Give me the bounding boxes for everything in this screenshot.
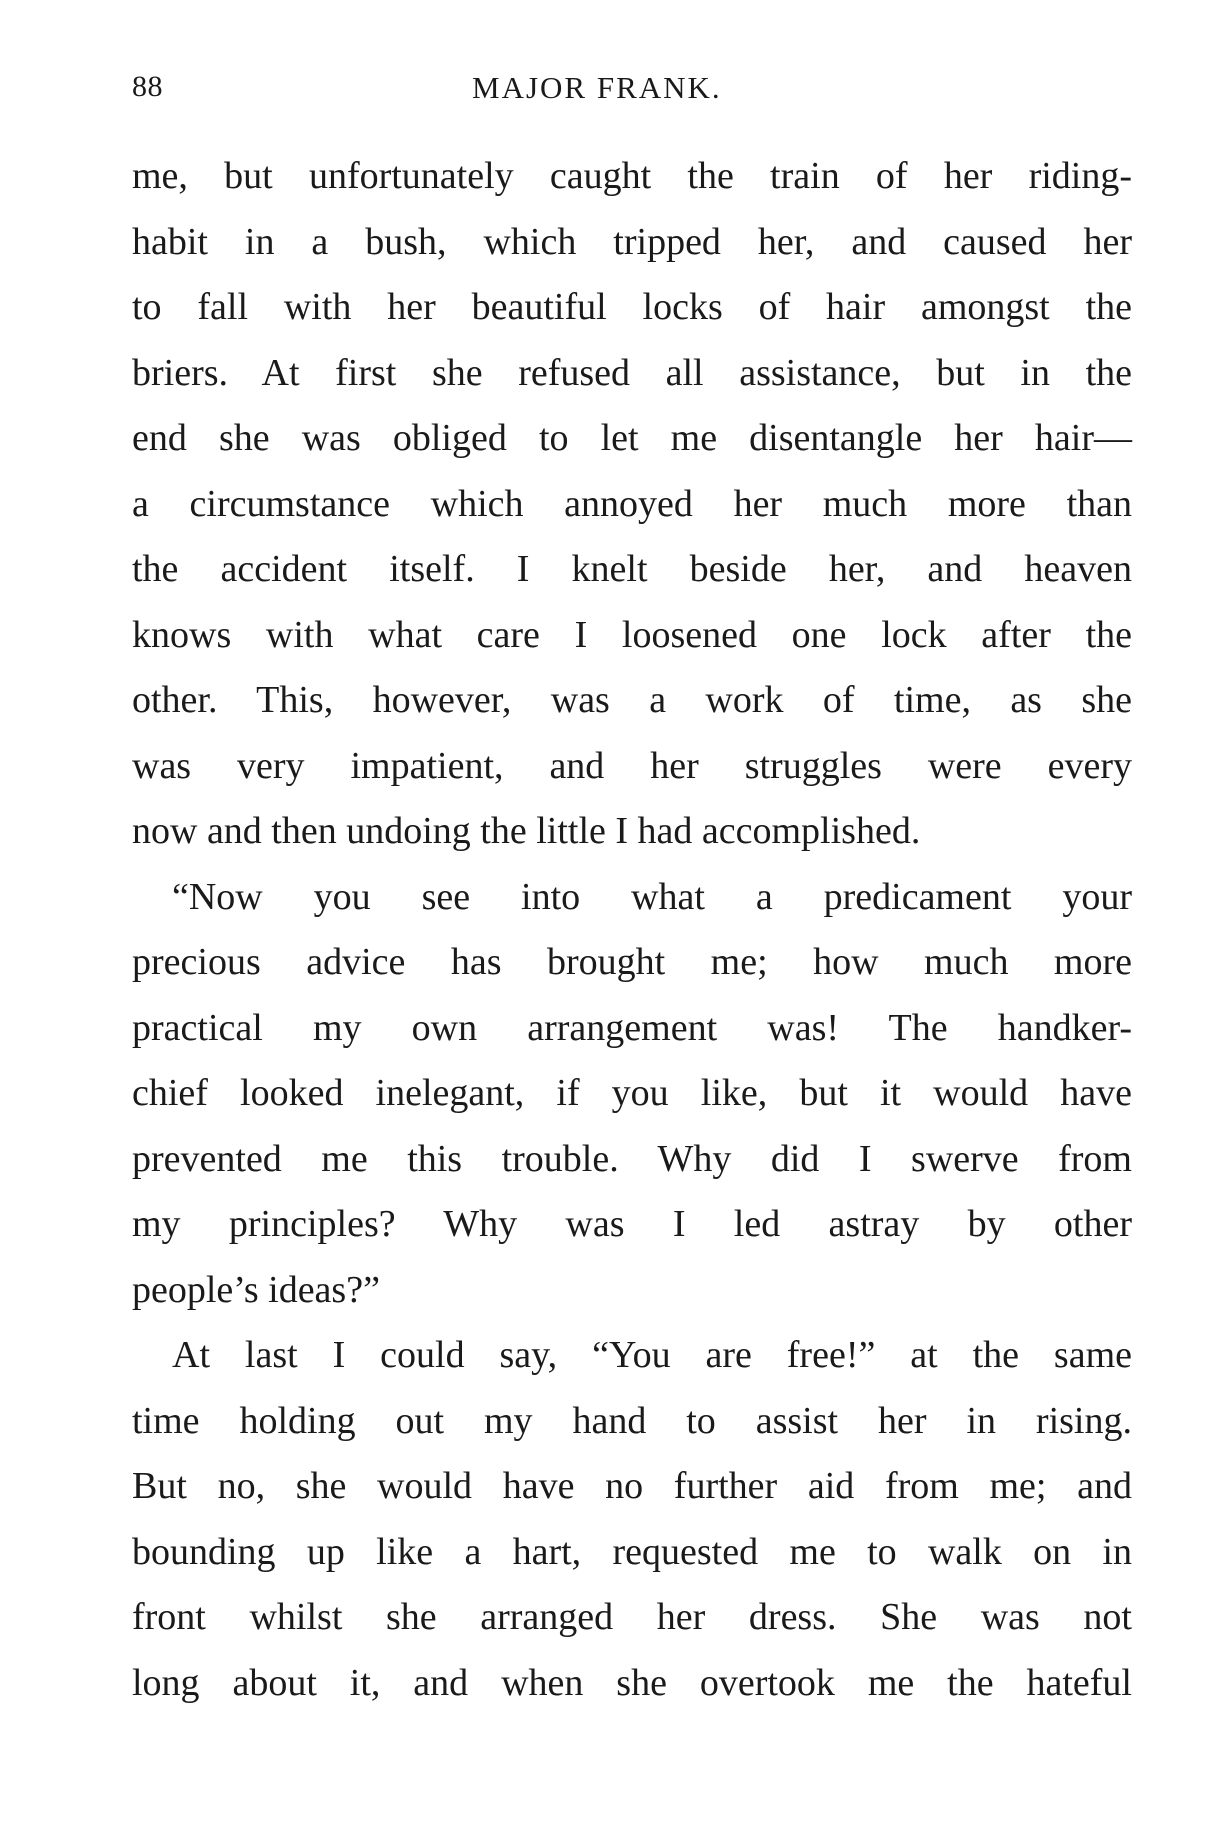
text-line: bounding up like a hart, requested me to walk on in xyxy=(132,1530,1132,1573)
text-line: time holding out my hand to assist her in rising. xyxy=(132,1399,1132,1442)
text-line: knows with what care I loosened one lock after the xyxy=(132,613,1132,656)
text-line: me, but unfortunately caught the train of her riding- xyxy=(132,155,1132,197)
text-line: “Now you see into what a predicament your xyxy=(172,875,1132,918)
running-head: MAJOR FRANK. xyxy=(472,70,722,105)
text-line: people’s ideas?” xyxy=(132,1268,380,1311)
text-line: other. This, however, was a work of time, as she xyxy=(132,679,1132,721)
text-line: my principles? Why was I led astray by other xyxy=(132,1203,1132,1245)
text-line: But no, she would have no further aid from me; and xyxy=(132,1465,1132,1507)
text-line: chief looked inelegant, if you like, but it would have xyxy=(132,1072,1132,1114)
page-number: 88 xyxy=(132,70,163,103)
text-line: a circumstance which annoyed her much more than xyxy=(132,482,1132,525)
body-text xyxy=(132,153,1132,1725)
text-line: end she was obliged to let me disentangle her hair— xyxy=(132,417,1132,459)
text-line: habit in a bush, which tripped her, and caused her xyxy=(132,220,1132,263)
text-line: At last I could say, “You are free!” at the same xyxy=(172,1334,1132,1376)
text-line: the accident itself. I knelt beside her, and heaven xyxy=(132,548,1132,590)
text-line: to fall with her beautiful locks of hair amongst the xyxy=(132,286,1132,328)
text-line: now and then undoing the little I had accomplished. xyxy=(132,810,921,852)
text-line: briers. At first she refused all assistance, but in the xyxy=(132,351,1132,394)
text-line: was very impatient, and her struggles were every xyxy=(132,744,1132,787)
text-line: prevented me this trouble. Why did I swerve from xyxy=(132,1137,1132,1180)
page-header xyxy=(132,70,1132,114)
text-line: practical my own arrangement was! The handker- xyxy=(132,1006,1132,1049)
text-line: precious advice has brought me; how much more xyxy=(132,941,1132,983)
text-line: front whilst she arranged her dress. She was not xyxy=(132,1596,1132,1638)
text-line: long about it, and when she overtook me the hateful xyxy=(132,1661,1132,1704)
